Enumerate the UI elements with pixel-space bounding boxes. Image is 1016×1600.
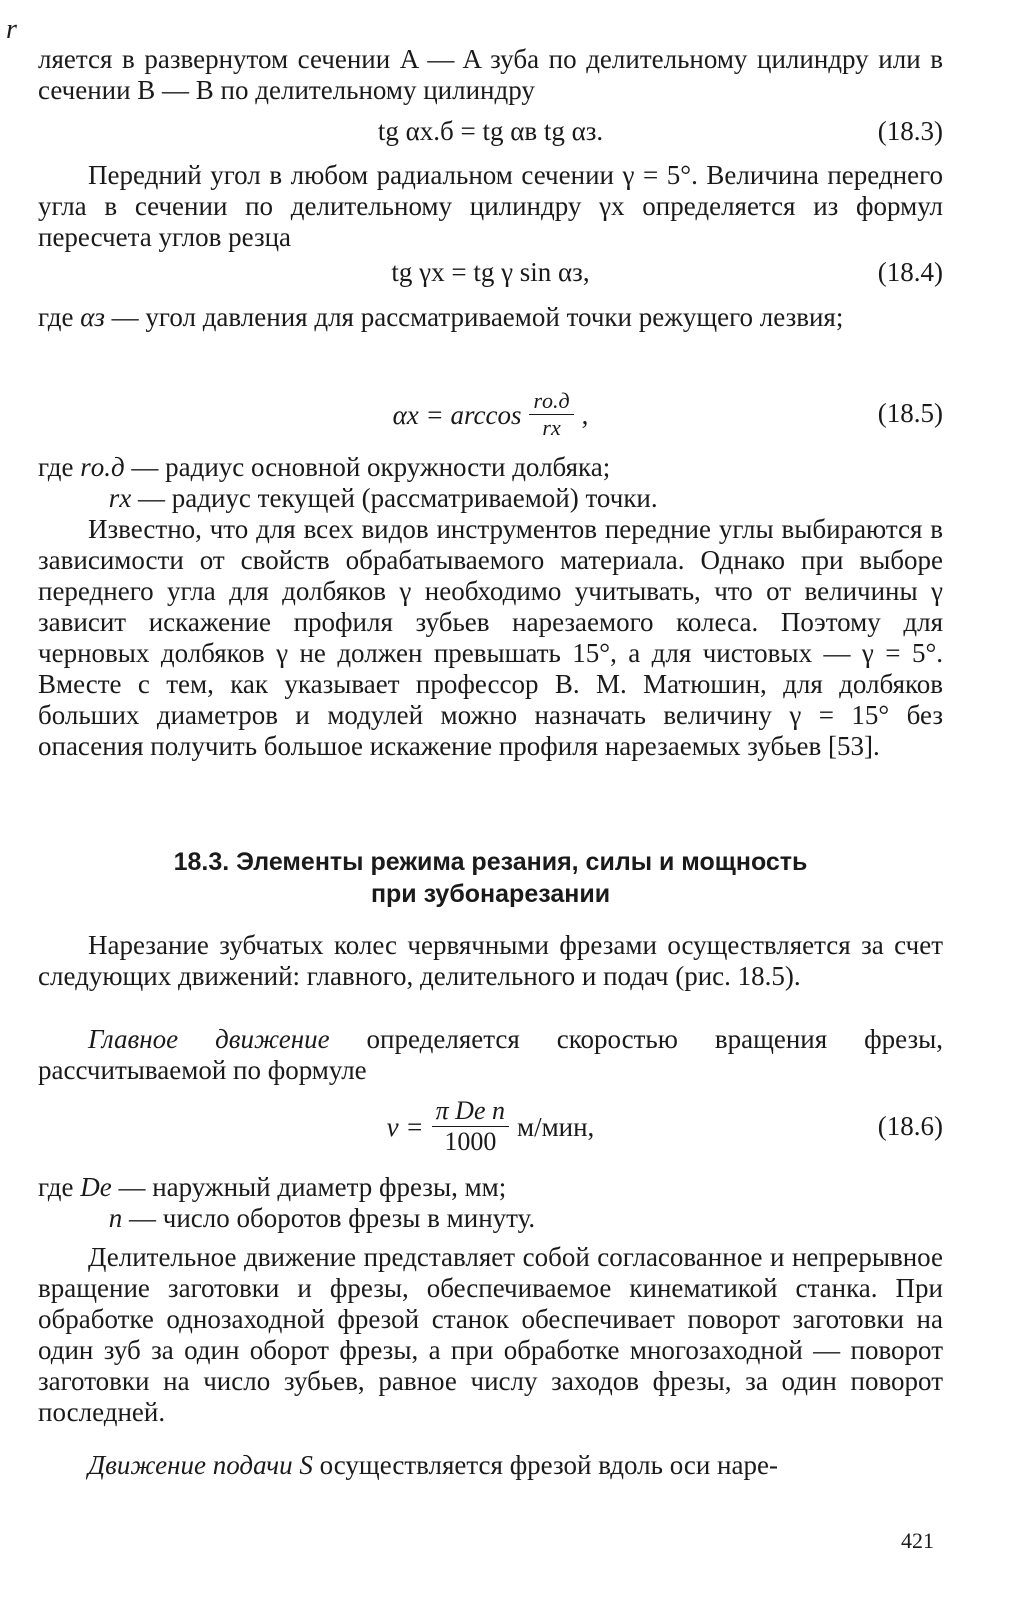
where-symbol: Dе — [80, 1172, 112, 1202]
where-row — [38, 483, 943, 514]
fraction-numerator: rо.д — [529, 388, 573, 415]
paragraph-intro: ляется в развернутом сечении A — A зуба по делительному цилиндру или в сечении B — B по делительному цилиндру — [38, 44, 943, 105]
equation-formula — [38, 1096, 943, 1157]
paragraph-feed-motion-text: осуществляется фрезой вдоль оси наре- — [312, 1450, 778, 1480]
section-heading — [38, 846, 943, 910]
where-symbol: rо.д — [80, 452, 125, 482]
equation-number: (18.4) — [877, 257, 943, 287]
equation-formula: tg αх.б = tg αв tg αз. — [377, 116, 604, 146]
margin-mark: r — [6, 14, 17, 45]
fraction-numerator: π Dе n — [432, 1096, 509, 1127]
term-feed-motion: Движение подачи S — [88, 1450, 313, 1480]
equation-18-3 — [38, 114, 943, 148]
equation-number: (18.3) — [877, 116, 943, 146]
paragraph-hobbing: Нарезание зубчатых колес червячными фрезами осуществляется за счет следующих движений: главного, делительного и подач (рис. 18.5). — [38, 930, 943, 991]
equation-tail: , — [581, 399, 589, 430]
where-block-1 — [38, 302, 943, 333]
equation-units: м/мин, — [516, 1111, 595, 1142]
where-text: — радиус текущей (рассматриваемой) точки. — [138, 483, 658, 513]
where-row — [38, 452, 943, 483]
where-lead: где — [38, 452, 74, 482]
where-row — [38, 1172, 943, 1203]
where-text: — радиус основной окружности долбяка; — [131, 452, 611, 482]
where-symbol: αз — [80, 302, 105, 332]
fraction-denominator: rx — [542, 415, 561, 440]
where-text: — число оборотов фрезы в минуту. — [129, 1203, 536, 1233]
equation-18-6 — [38, 1096, 943, 1156]
paragraph-rake-selection: Известно, что для всех видов инструментов передние углы выбираются в зависимости от свойств обрабатываемого материала. Однако при выборе переднего угла для долбяков γ необходимо учитывать, что от величины γ зависит искажение профиля зубьев нарезаемого колеса. Поэтому для черновых долбяков γ не должен превышать 15°, а для чистовых — γ = 5°. Вместе с тем, как указывает профессор В. М. Матюшин, для долбяков больших диаметров и модулей можно назначать величину γ = 15° без опасения получить большое искажение профиля нарезаемых зубьев [53]. — [38, 514, 943, 761]
where-lead: где — [38, 1172, 74, 1202]
where-text: — наружный диаметр фрезы, мм; — [118, 1172, 507, 1202]
section-heading-line-1: 18.3. Элементы режима резания, силы и мощность — [173, 848, 808, 876]
where-block-3 — [38, 1172, 943, 1234]
fraction — [432, 1096, 509, 1157]
equation-18-5 — [38, 388, 943, 438]
equation-18-4 — [38, 255, 943, 289]
page-number: 421 — [901, 1528, 934, 1553]
paragraph-rake-angle: Передний угол в любом радиальном сечении γ = 5°. Величина переднего угла в сечении по делительному цилиндру γx определяется из формул пересчета углов резца — [38, 160, 943, 252]
equation-formula — [38, 388, 943, 441]
where-block-2 — [38, 452, 943, 514]
fraction-denominator: 1000 — [444, 1127, 497, 1156]
equation-lhs: v = — [386, 1111, 424, 1142]
where-text: — угол давления для рассматриваемой точки режущего лезвия; — [111, 302, 844, 332]
fraction — [529, 388, 573, 441]
paragraph-feed-motion — [38, 1450, 943, 1481]
equation-formula: tg γx = tg γ sin αз, — [391, 257, 590, 287]
where-lead: где — [38, 302, 74, 332]
equation-number: (18.6) — [877, 1111, 943, 1141]
equation-lhs: αx = arccos — [392, 399, 522, 430]
where-symbol: n — [108, 1203, 123, 1233]
term-main-motion: Главное движение — [88, 1024, 330, 1054]
section-heading-line-2: при зубонарезании — [370, 880, 611, 908]
where-symbol: rx — [108, 483, 132, 513]
where-row — [38, 1203, 943, 1234]
paragraph-indexing-motion: Делительное движение представляет собой согласованное и непрерывное вращение заготовки и фрезы, обеспечиваемое кинематикой станка. При обработке однозаходной фрезой станок обеспечивает поворот заготовки на один зуб за один оборот фрезы, а при обработке многозаходной — поворот заготовки на число зубьев, равное числу заходов фрезы, за один поворот последней. — [38, 1242, 943, 1427]
equation-number: (18.5) — [877, 398, 943, 428]
paragraph-main-motion-text: определяется скоростью вращения фрезы, рассчитываемой по формуле — [38, 1024, 943, 1085]
paragraph-main-motion — [38, 1024, 943, 1086]
